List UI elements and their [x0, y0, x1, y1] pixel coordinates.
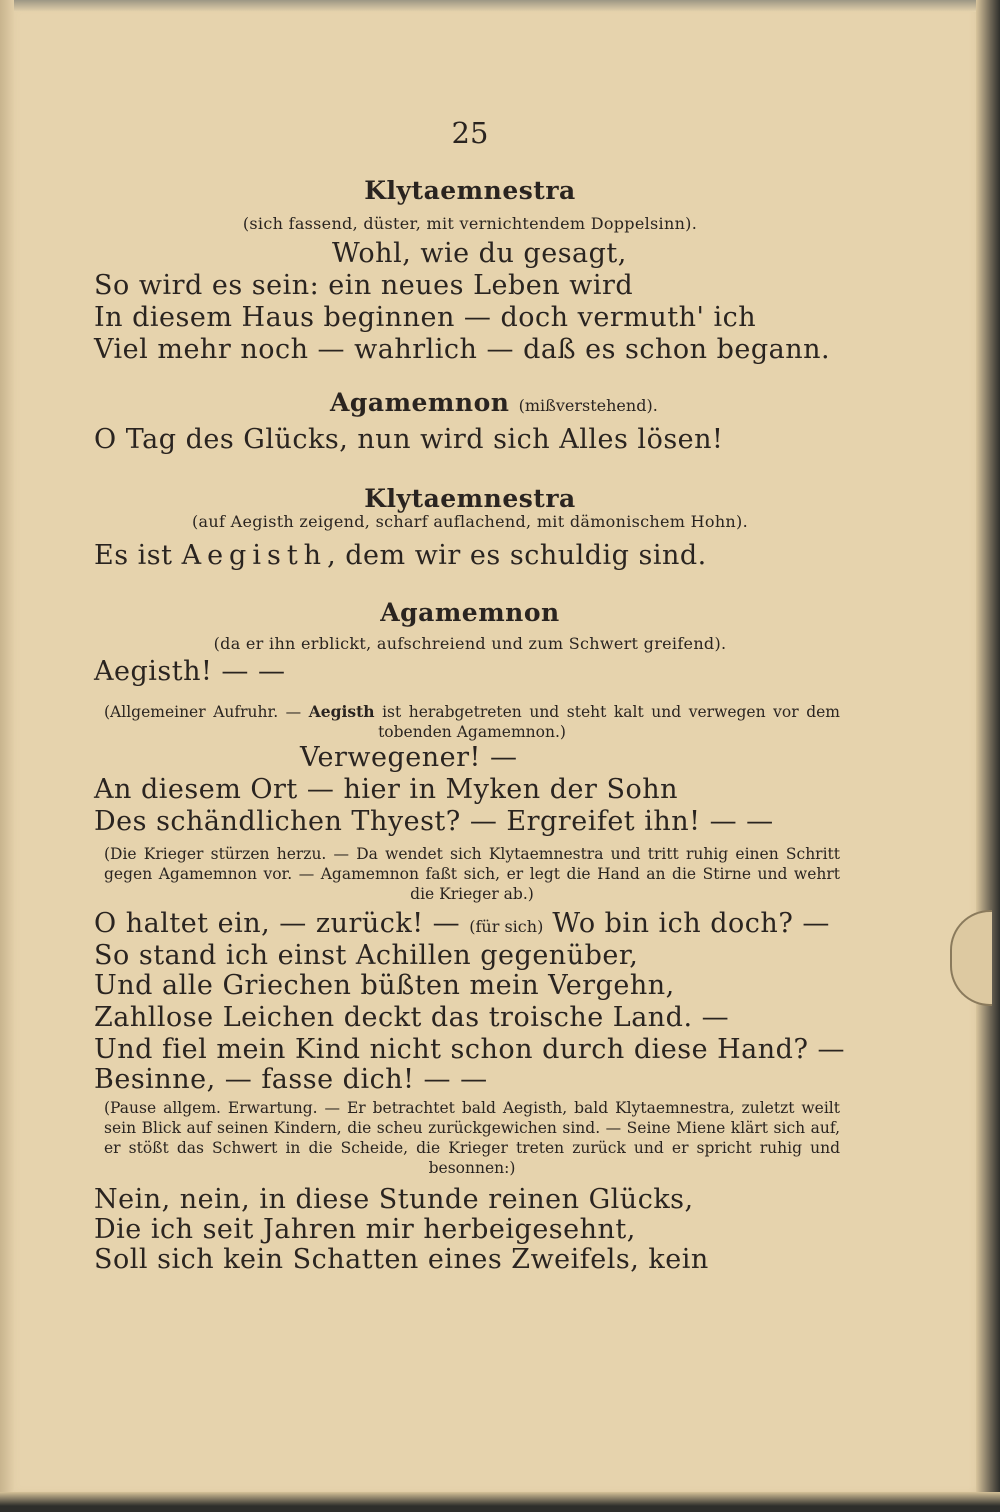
verse-text: O haltet ein, — zurück! — [94, 908, 470, 939]
verse-line [94, 540, 707, 571]
stage-direction: (sich fassend, düster, mit vernichtendem Doppelsinn). [242, 214, 698, 233]
stage-direction-block [104, 702, 840, 742]
stage-direction: (auf Aegisth zeigend, scharf auflachend, mit dämonischem Hohn). [192, 512, 748, 531]
stage-direction-block: (Pause allgem. Erwartung. — Er betrachtet bald Aegisth, bald Klytaemnestra, zuletzt weilt sein Blick auf seinen Kindern, die scheu zurückgewichen sind. — Seine Miene klärt sich auf, er stößt das Schwert in die Scheide, die Krieger treten zurück und er spricht ruhig und besonnen:) [104, 1099, 840, 1177]
verse-line: Wohl, wie du gesagt, [332, 238, 627, 269]
verse-line: Und alle Griechen büßten mein Vergehn, [94, 970, 675, 1001]
verse-line: Soll sich kein Schatten eines Zweifels, kein [94, 1244, 709, 1275]
emphasized-name: Aegisth [181, 540, 328, 571]
stage-text: (Allgemeiner Aufruhr. — [104, 703, 309, 721]
verse-line: Die ich seit Jahren mir herbeigesehnt, [94, 1214, 636, 1245]
verse-line: Nein, nein, in diese Stunde reinen Glücks, [94, 1184, 694, 1215]
speaker-name: Agamemnon [330, 388, 510, 417]
speaker-klytaemnestra: Klytaemnestra [364, 484, 576, 513]
verse-line: Zahllose Leichen deckt das troische Land. — [94, 1002, 730, 1033]
verse-line: Verwegener! — [300, 742, 518, 773]
stage-direction-block: (Die Krieger stürzen herzu. — Da wendet sich Klytaemnestra und tritt ruhig einen Schritt gegen Agamemnon vor. — Agamemnon faßt sich, er legt die Hand an die Stirne und wehrt die Krieger ab.) [104, 845, 840, 903]
verse-line: Des schändlichen Thyest? — Ergreifet ihn! — — [94, 806, 774, 837]
stage-direction: (für sich) [469, 917, 544, 936]
speaker-klytaemnestra: Klytaemnestra [364, 176, 576, 205]
verse-line: So wird es sein: ein neues Leben wird [94, 270, 634, 301]
verse-line: So stand ich einst Achillen gegenüber, [94, 940, 639, 971]
verse-line: Und fiel mein Kind nicht schon durch diese Hand? — [94, 1034, 846, 1065]
stage-direction: (da er ihn erblickt, aufschreiend und zum Schwert greifend). [213, 634, 727, 653]
speaker-agamemnon [330, 388, 658, 417]
verse-line: O Tag des Glücks, nun wird sich Alles lösen! [94, 424, 724, 455]
verse-line [94, 908, 830, 939]
verse-text: Wo bin ich doch? — [543, 908, 830, 939]
page-number: 25 [451, 116, 489, 150]
verse-text: , dem wir es schuldig sind. [327, 540, 707, 571]
verse-line: Viel mehr noch — wahrlich — daß es schon begann. [94, 334, 831, 365]
stage-direction: (mißverstehend). [518, 396, 658, 415]
verse-line: An diesem Ort — hier in Myken der Sohn [94, 774, 679, 805]
verse-line: Besinne, — fasse dich! — — [94, 1064, 488, 1095]
verse-text: Es ist [94, 540, 182, 571]
stage-text: ist herabgetreten und steht kalt und verwegen vor dem tobenden Agamemnon.) [374, 703, 840, 741]
speaker-agamemnon: Agamemnon [380, 598, 560, 627]
verse-line: Aegisth! — — [94, 656, 286, 687]
verse-line: In diesem Haus beginnen — doch vermuth' ich [94, 302, 757, 333]
stage-name: Aegisth [308, 702, 375, 721]
